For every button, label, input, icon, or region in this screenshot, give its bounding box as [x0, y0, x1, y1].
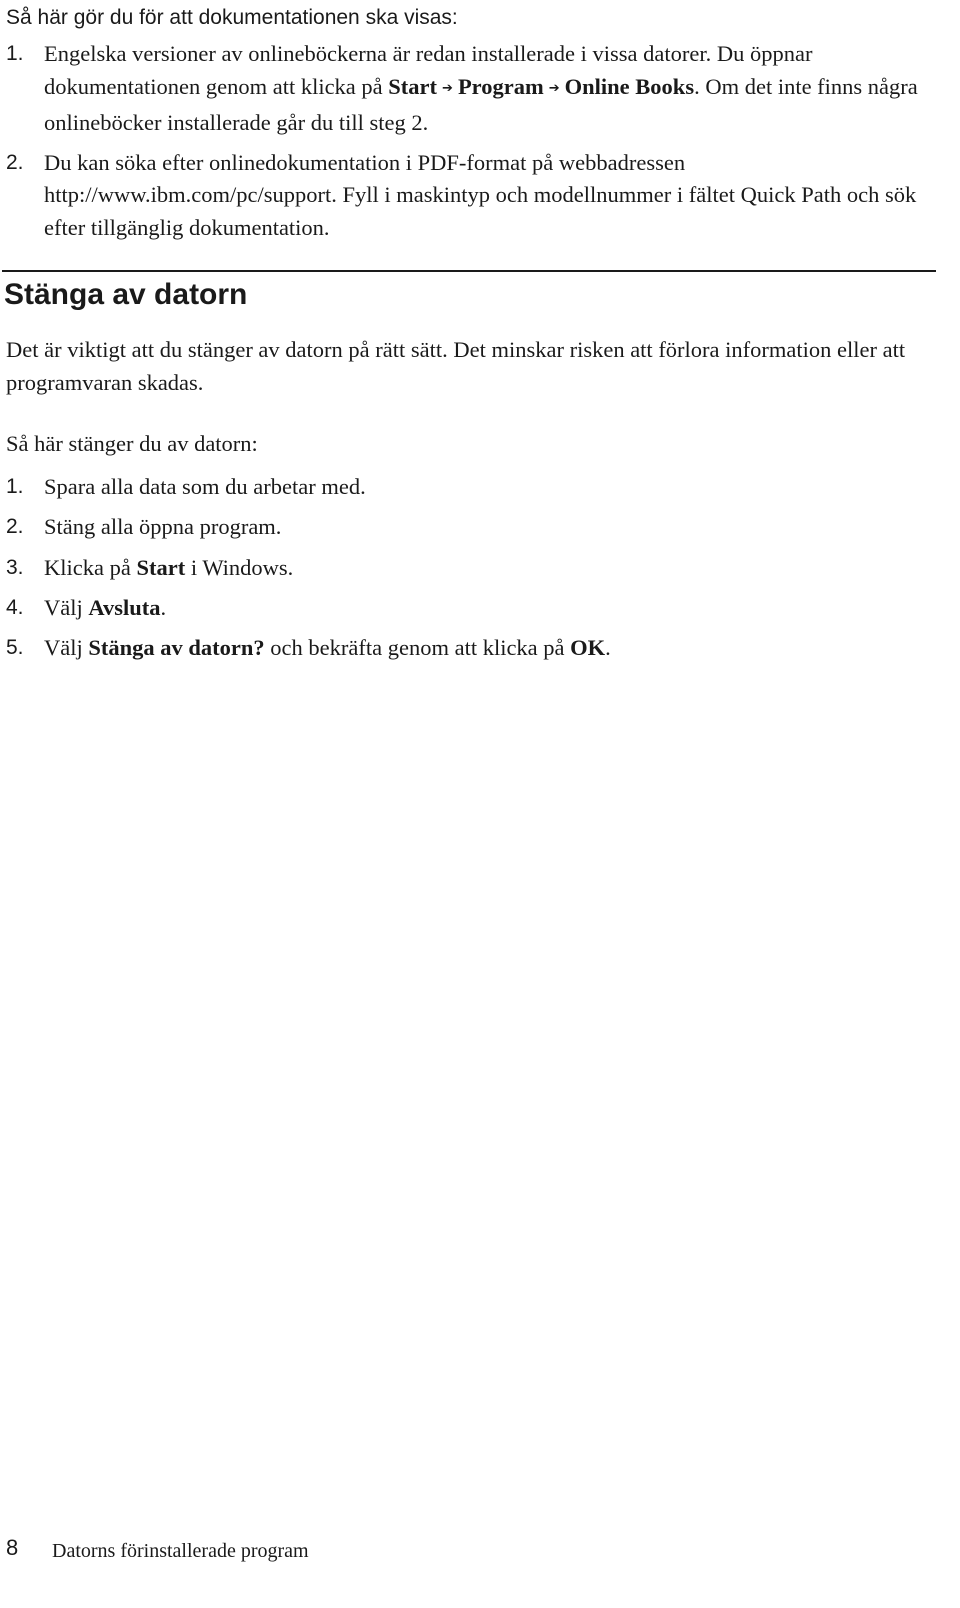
menu-start: Start — [388, 73, 438, 99]
arrow-right-icon: ➔ — [548, 80, 560, 96]
step-number: 1. — [6, 475, 24, 498]
section-heading: Stänga av datorn — [4, 278, 248, 311]
list-item — [6, 632, 936, 665]
documentation-steps-list — [6, 38, 936, 251]
section-divider — [2, 270, 936, 272]
menu-program: Program — [457, 73, 544, 99]
list-item — [6, 592, 936, 625]
shutdown-intro: Så här stänger du av datorn: — [6, 431, 258, 456]
step-number: 4. — [6, 595, 24, 619]
step-text: Välj — [44, 635, 89, 661]
step-text: Klicka på — [44, 554, 137, 580]
menu-online-books: Online Books — [564, 73, 695, 99]
shutdown-steps-list — [6, 471, 936, 672]
step-number: 2. — [6, 515, 24, 539]
footer-title: Datorns förinstallerade program — [52, 1540, 309, 1562]
menu-avsluta: Avsluta — [88, 594, 161, 620]
list-item — [6, 38, 936, 140]
list-item — [6, 471, 936, 504]
option-shutdown: Stänga av datorn? — [88, 635, 265, 661]
step-text: Engelska versioner av onlineböckerna är redan installerade i vissa datorer. Du öppnar dokumentationen genom att klicka på — [44, 41, 813, 99]
step-text: i Windows. — [185, 554, 294, 580]
section-paragraph: Det är viktigt att du stänger av datorn på rätt sätt. Det minskar risken att förlora information eller att programvaran skadas. — [6, 337, 906, 395]
menu-start: Start — [136, 554, 186, 580]
list-item — [6, 552, 936, 585]
step-text: Du kan söka efter onlinedokumentation i PDF-format på webbadressen http://www.ibm.com/pc/support. Fyll i maskintyp och modellnummer i fältet Quick Path och sök efter tillgänglig dokumentation. — [44, 149, 917, 240]
step-number: 1. — [6, 42, 24, 65]
step-text: . — [160, 594, 167, 620]
step-number: 5. — [6, 636, 24, 660]
page-number: 8 — [6, 1535, 19, 1560]
step-text: . Om det inte finns några onlineböcker installerade går du till steg 2. — [44, 73, 918, 135]
step-text: . — [605, 635, 611, 661]
step-text: Spara alla data som du arbetar med. — [44, 474, 366, 499]
list-item — [6, 147, 936, 245]
step-number: 3. — [6, 555, 24, 579]
list-item — [6, 511, 936, 544]
intro-text: Så här gör du för att dokumentationen ska visas: — [6, 6, 458, 29]
step-text: och bekräfta genom att klicka på — [264, 635, 571, 661]
ok-label: OK — [570, 635, 606, 661]
arrow-right-icon: ➔ — [442, 80, 453, 96]
step-number: 2. — [6, 150, 24, 174]
step-text: Stäng alla öppna program. — [44, 514, 282, 540]
step-text: Välj — [44, 594, 89, 620]
